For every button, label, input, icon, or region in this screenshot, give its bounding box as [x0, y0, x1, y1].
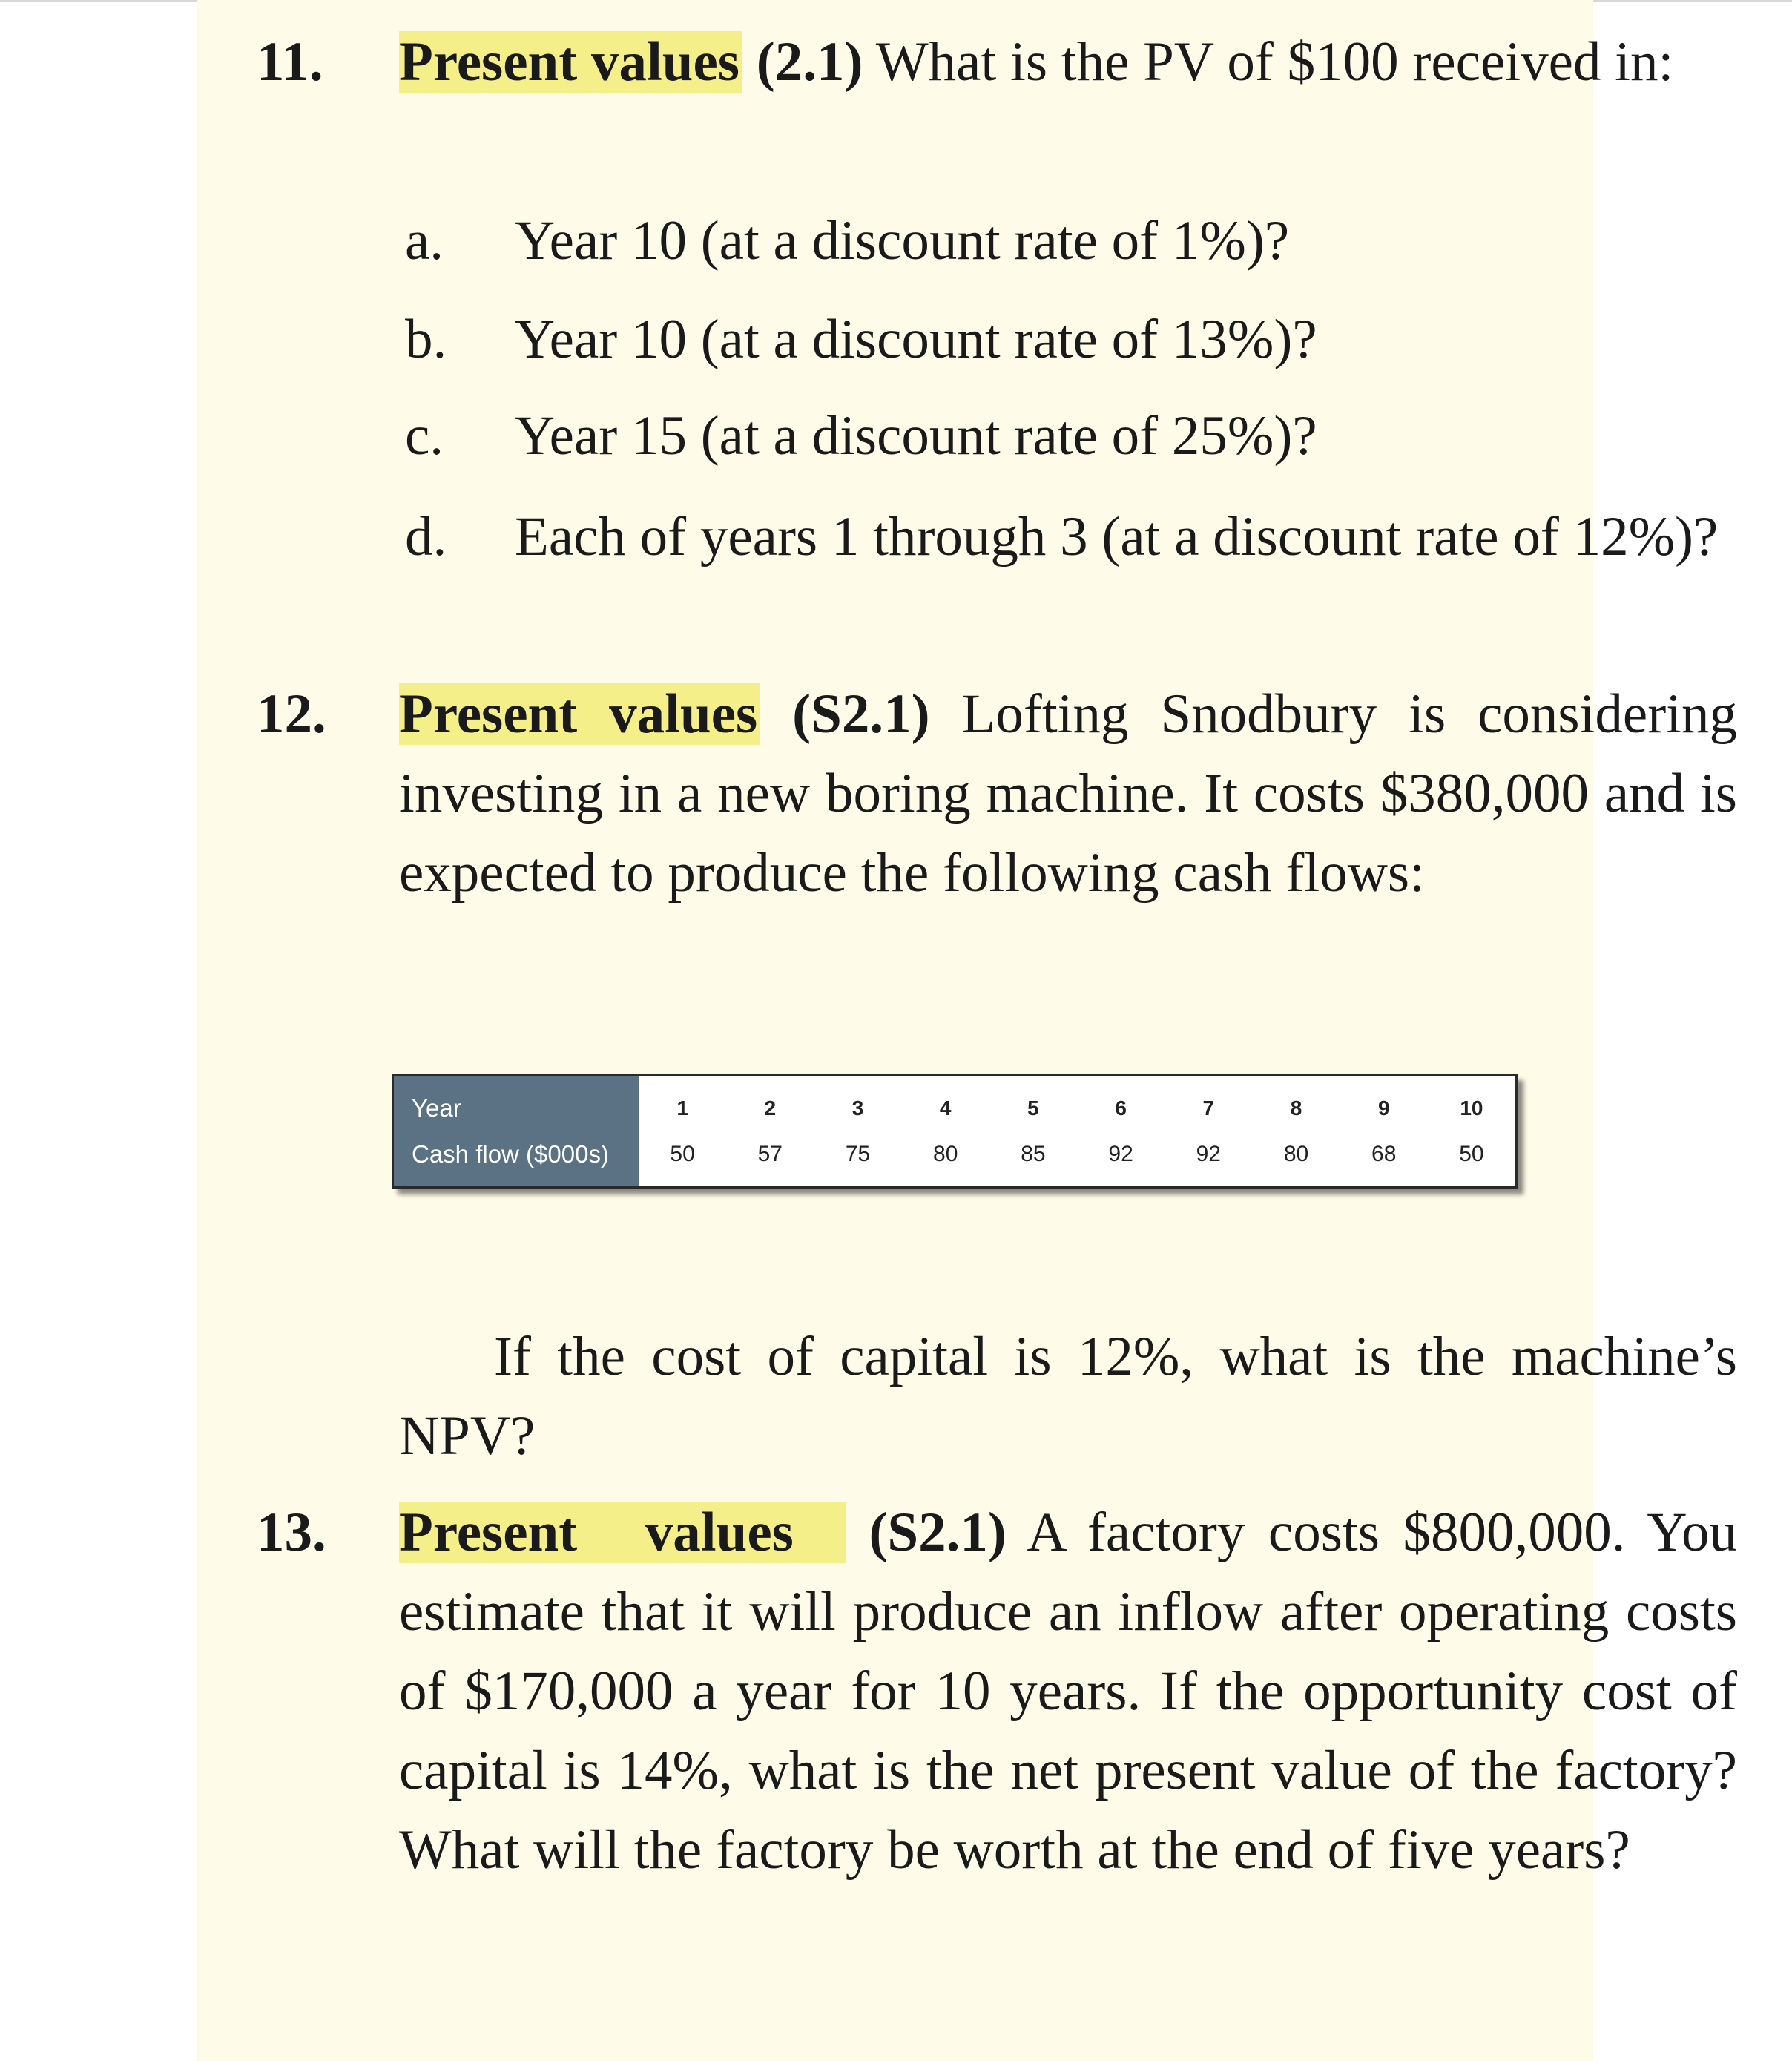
- year-cell: 1: [676, 1097, 688, 1120]
- year-cell: 8: [1290, 1097, 1302, 1120]
- year-cell: 2: [764, 1097, 777, 1120]
- subitem-text: Year 10 (at a discount rate of 13%)?: [515, 309, 1317, 370]
- topic-highlight: Present values: [399, 1502, 846, 1563]
- subitem-label: b.: [405, 309, 447, 370]
- cash-flow-cell: 68: [1371, 1142, 1397, 1166]
- problem-question: A factory costs $800,000. You estimate that it will produce an inflow after operating costs of $170,000 a year for 10 years. If the opportunity cost of capital is 14%, what is the net present value of the factory? What will the factory be worth at the end of five years?: [399, 1502, 1737, 1881]
- table-column: [726, 1076, 814, 1186]
- problem-text: [399, 674, 1737, 913]
- cash-flow-row-label: Cash flow ($000s): [412, 1140, 609, 1168]
- cash-flow-cell: 85: [1021, 1142, 1046, 1166]
- table-column: [902, 1076, 989, 1186]
- year-cell: 6: [1115, 1097, 1127, 1120]
- subitem-label: d.: [405, 506, 447, 568]
- followup-text: If the cost of capital is 12%, what is the machine’s NPV?: [399, 1326, 1737, 1467]
- cash-flow-cell: 80: [1283, 1142, 1309, 1166]
- cash-flow-cell: 80: [933, 1142, 958, 1166]
- problem-number: 13.: [257, 1502, 326, 1563]
- table-column: [1165, 1076, 1252, 1186]
- cash-flow-cell: 57: [757, 1142, 783, 1166]
- problem-question: What is the PV of $100 received in:: [863, 31, 1674, 93]
- table-column: [814, 1076, 901, 1186]
- table-columns: [639, 1076, 1515, 1186]
- problem-text: [399, 22, 1737, 102]
- subitem-label: c.: [405, 405, 444, 467]
- section-ref: (S2.1): [792, 683, 930, 745]
- year-cell: 9: [1377, 1097, 1390, 1120]
- cash-flow-cell: 50: [670, 1142, 695, 1166]
- year-cell: 3: [851, 1097, 864, 1120]
- year-cell: 5: [1027, 1097, 1039, 1120]
- cash-flow-cell: 75: [845, 1142, 871, 1166]
- subitem-text: Year 15 (at a discount rate of 25%)?: [515, 405, 1317, 467]
- cash-flow-cell: 50: [1459, 1142, 1484, 1166]
- problem-number: 12.: [257, 683, 326, 745]
- problem-text: [399, 1493, 1737, 1890]
- problem-number: 11.: [257, 31, 323, 93]
- table-column: [1077, 1076, 1165, 1186]
- cash-flow-cell: 92: [1196, 1142, 1221, 1166]
- subitem-label: a.: [405, 210, 444, 272]
- section-ref: (2.1): [756, 31, 863, 93]
- topic-highlight: Present values: [399, 683, 760, 745]
- year-cell: 10: [1460, 1097, 1483, 1120]
- cash-flow-cell: 92: [1108, 1142, 1133, 1166]
- table-column: [1340, 1076, 1428, 1186]
- table-column: [639, 1076, 726, 1186]
- problem-question: Lofting Snodbury is considering investing in a new boring machine. It costs $380,000 and is expected to produce the following cash flows:: [399, 683, 1738, 904]
- cash-flow-table: [392, 1074, 1518, 1189]
- section-ref: (S2.1): [869, 1502, 1007, 1563]
- year-row-label: Year: [412, 1094, 461, 1122]
- table-column: [1252, 1076, 1340, 1186]
- topic-highlight: Present values: [399, 31, 742, 93]
- year-cell: 4: [939, 1097, 952, 1120]
- subitem-text: Each of years 1 through 3 (at a discount rate of 12%)?: [515, 506, 1719, 568]
- table-column: [1428, 1076, 1515, 1186]
- subitem-text: Year 10 (at a discount rate of 1%)?: [515, 210, 1290, 272]
- table-row-labels: [394, 1076, 639, 1186]
- table-column: [989, 1076, 1077, 1186]
- year-cell: 7: [1202, 1097, 1215, 1120]
- textbook-page: [197, 0, 1738, 2061]
